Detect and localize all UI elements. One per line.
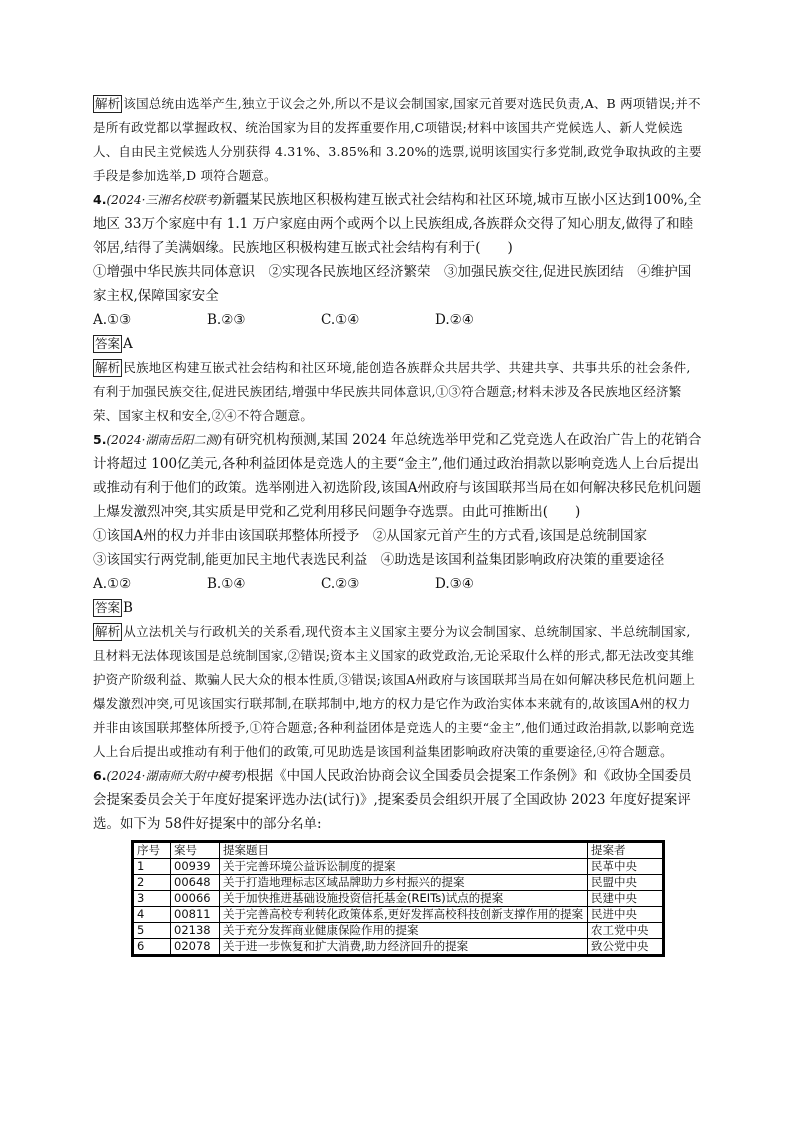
answer-tag: 答案 <box>95 336 121 351</box>
cell-case-no: 00811 <box>171 907 220 923</box>
table-header-row <box>134 843 663 859</box>
question-number: 4 <box>93 192 102 207</box>
cell-title: 关于打造地理标志区域品牌助力乡村振兴的提案 <box>220 875 588 891</box>
explanation-text: 民族地区构建互嵌式社会结构和社区环境,能创造各族群众共居共学、共建共享、共事共乐的社会条件,有利于加强民族交往,促进民族团结,增强中华民族共同体意识,①③符合题意;材料未涉及各民族地区经济繁荣、国家主权和安全,②④不符合题意。 <box>93 360 691 423</box>
cell-title: 关于完善环境公益诉讼制度的提案 <box>220 859 588 875</box>
cell-proposer: 致公党中央 <box>588 939 663 955</box>
question-4-answer <box>93 332 703 356</box>
cell-case-no: 00939 <box>171 859 220 875</box>
question-text: 新疆某民族地区积极构建互嵌式社会结构和社区环境,城市互嵌小区达到100%,全地区 33万个家庭中有 1.1 万户家庭由两个或两个以上民族组成,各族群众交得了知心朋友,做得了和睦邻居,结得了美满姻缘。民族地区积极构建互嵌式社会结构有利于( ) <box>93 192 702 256</box>
explanation-tag: 解析 <box>95 96 121 111</box>
cell-case-no: 00066 <box>171 891 220 907</box>
cell-case-no: 00648 <box>171 875 220 891</box>
cell-index: 3 <box>134 891 171 907</box>
explanation-tag: 解析 <box>95 624 121 639</box>
answer-value: B <box>123 600 133 616</box>
option-b[interactable]: B.②③ <box>207 312 246 328</box>
option-c[interactable]: C.②③ <box>321 576 360 592</box>
table-row <box>134 891 663 907</box>
explanation-text: 从立法机关与行政机关的关系看,现代资本主义国家主要分为议会制国家、总统制国家、半总统制国家,且材料无法体现该国是总统制国家,②错误;资本主义国家的政党政治,无论采取什么样的形式,都无法改变其维护资产阶级利益、欺骗人民大众的根本性质,③错误;该国A州政府与该国联邦当局在如何解决移民危机问题上爆发激烈冲突,可见该国实行联邦制,在联邦制中,地方的权力是它作为政治实体本来就有的,故该国A州的权力并非由该国联邦整体所授予,①符合题意;各种利益团体是竞选人的主要“金主”,他们通过政治捐款,以影响竞选人上台后提出或推动有利于他们的政策,可见助选是该国利益集团影响政府决策的重要途径,④符合题意。 <box>93 624 696 759</box>
cell-index: 1 <box>134 859 171 875</box>
option-c[interactable]: C.①④ <box>321 312 360 328</box>
q3-explanation <box>93 92 703 188</box>
question-source: (2024·三湘名校联考) <box>106 193 223 207</box>
table-row <box>134 875 663 891</box>
question-source: (2024·湖南岳阳二测) <box>106 433 223 447</box>
option-b[interactable]: B.①④ <box>207 576 246 592</box>
cell-title: 关于完善高校专利转化政策体系,更好发挥高校科技创新支撑作用的提案 <box>220 907 588 923</box>
question-number: 6 <box>93 768 102 783</box>
question-6-stem: 6.(2024·湖南师大附中模考)根据《中国人民政治协商会议全国委员会提案工作条例》和《政协全国委员会提案委员会关于年度好提案评选办法(试行)》,提案委员会组织开展了全国政协 2023 年度好提案评选。如下为 58件好提案中的部分名单: <box>93 768 692 832</box>
table-row <box>134 939 663 955</box>
question-4-options <box>93 308 703 332</box>
cell-proposer: 民进中央 <box>588 907 663 923</box>
cell-proposer: 民革中央 <box>588 859 663 875</box>
cell-index: 5 <box>134 923 171 939</box>
header-proposer: 提案者 <box>588 843 663 859</box>
question-number: 5 <box>93 432 102 447</box>
table-row <box>134 907 663 923</box>
question-5-answer <box>93 596 703 620</box>
cell-proposer: 民盟中央 <box>588 875 663 891</box>
answer-value: A <box>123 336 133 352</box>
cell-proposer: 民建中央 <box>588 891 663 907</box>
cell-index: 2 <box>134 875 171 891</box>
question-5-stem: 5.(2024·湖南岳阳二测)有研究机构预测,某国 2024 年总统选举甲党和乙党竞选人在政治广告上的花销合计将超过 100亿美元,各种利益团体是竞选人的主要“金主”,他们通过政治捐款以影响竞选人上台后提出或推动有利于他们的政策。选举刚进入初选阶段,该国A州政府与该国联邦当局在如何解决移民危机问题上爆发激烈冲突,其实质是甲党和乙党利用移民问题争夺选票。由此可推断出( ) <box>93 432 702 520</box>
question-text: 根据《中国人民政治协商会议全国委员会提案工作条例》和《政协全国委员会提案委员会关于年度好提案评选办法(试行)》,提案委员会组织开展了全国政协 2023 年度好提案评选。如下为 58件好提案中的部分名单: <box>93 768 692 832</box>
question-5-options <box>93 572 703 596</box>
cell-title: 关于进一步恢复和扩大消费,助力经济回升的提案 <box>220 939 588 955</box>
cell-proposer: 农工党中央 <box>588 923 663 939</box>
question-text: 有研究机构预测,某国 2024 年总统选举甲党和乙党竞选人在政治广告上的花销合计将超过 100亿美元,各种利益团体是竞选人的主要“金主”,他们通过政治捐款以影响竞选人上台后提出或推动有利于他们的政策。选举刚进入初选阶段,该国A州政府与该国联邦当局在如何解决移民危机问题上爆发激烈冲突,其实质是甲党和乙党利用移民问题争夺选票。由此可推断出( ) <box>93 432 702 520</box>
header-index: 序号 <box>134 843 171 859</box>
proposal-table <box>133 842 663 955</box>
cell-index: 4 <box>134 907 171 923</box>
option-d[interactable]: D.③④ <box>435 576 474 592</box>
table-row <box>134 923 663 939</box>
header-title: 提案题目 <box>220 843 588 859</box>
option-a[interactable]: A.①③ <box>93 312 132 328</box>
cell-title: 关于充分发挥商业健康保险作用的提案 <box>220 923 588 939</box>
question-4-explanation <box>93 356 703 428</box>
option-d[interactable]: D.②④ <box>435 312 474 328</box>
explanation-tag: 解析 <box>95 360 121 375</box>
answer-tag: 答案 <box>95 600 121 615</box>
table-row <box>134 859 663 875</box>
document-page <box>93 92 703 955</box>
question-4-items: ①增强中华民族共同体意识 ②实现各民族地区经济繁荣 ③加强民族交往,促进民族团结 ④维护国家主权,保障国家安全 <box>93 264 692 304</box>
question-source: (2024·湖南师大附中模考) <box>106 769 247 783</box>
question-5-items-1: ①该国A州的权力并非由该国联邦整体所授予 ②从国家元首产生的方式看,该国是总统制国家 <box>93 528 648 544</box>
cell-title: 关于加快推进基础设施投资信托基金(REITs)试点的提案 <box>220 891 588 907</box>
question-5-items-2: ③该国实行两党制,能更加民主地代表选民利益 ④助选是该国利益集团影响政府决策的重要途径 <box>93 552 665 568</box>
header-case-no: 案号 <box>171 843 220 859</box>
option-a[interactable]: A.①② <box>93 576 132 592</box>
question-4-stem: 4.(2024·三湘名校联考)新疆某民族地区积极构建互嵌式社会结构和社区环境,城市互嵌小区达到100%,全地区 33万个家庭中有 1.1 万户家庭由两个或两个以上民族组成,各族群众交得了知心朋友,做得了和睦邻居,结得了美满姻缘。民族地区积极构建互嵌式社会结构有利于( ) <box>93 192 702 256</box>
cell-case-no: 02078 <box>171 939 220 955</box>
cell-case-no: 02138 <box>171 923 220 939</box>
cell-index: 6 <box>134 939 171 955</box>
explanation-text: 该国总统由选举产生,独立于议会之外,所以不是议会制国家,国家元首要对选民负责,A、B 两项错误;并不是所有政党都以掌握政权、统治国家为目的发挥重要作用,C项错误;材料中该国共产党候选人、新人党候选人、自由民主党候选人分别获得 4.31%、3.85%和 3.20%的选票,说明该国实行多党制,政党争取执政的主要手段是参加选举,D 项符合题意。 <box>93 96 702 183</box>
question-5-explanation <box>93 620 703 764</box>
